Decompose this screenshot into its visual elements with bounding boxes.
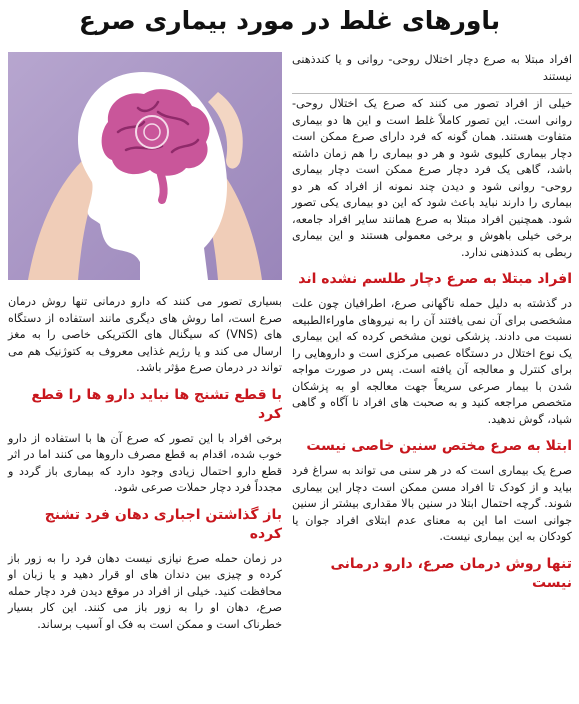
left-column	[8, 294, 282, 633]
article-title: باورهای غلط در مورد بیماری صرع	[78, 6, 501, 35]
brain-illustration-photo	[8, 52, 282, 280]
forced-mouth-open-paragraph: در زمان حمله صرع نیازی نیست دهان فرد را به زور باز کرده و چیزی بین دندان های او قرار دهید و یا زبان او محافظت کنید. خیلی از افراد در موقع دیدن فرد دچار حمله صرع، دهان او را به زور باز می کنند. این کار بسیار خطرناک است و ممکن است به فک او آسیب برساند.	[8, 551, 282, 631]
head-brain-icon	[8, 52, 282, 280]
intro-lead-paragraph: افراد مبتلا به صرع دچار اختلال روحی- روانی و یا کندذهنی نیستند	[292, 53, 572, 83]
right-column	[292, 52, 572, 600]
heading-not-cursed: افراد مبتلا به صرع دچار طلسم نشده اند	[298, 271, 572, 287]
treatment-paragraph: بسیاری تصور می کنند که دارو درمانی تنها روش درمان صرع است، اما روش های دیگری مانند استفاده از دستگاه های (VNS) که سیگنال های الکتریکی خاصی را به مغز ارسال می کند و یا رژیم غذایی معروف به کتوژنیک هم می تواند در درمان صرع مؤثر باشد.	[8, 295, 282, 374]
mental-disorder-paragraph: خیلی از افراد تصور می کنند که صرع یک اختلال روحی- روانی است. این تصور کاملاً غلط است و این ها دو بیماری متفاوت هستند. همان گونه که فرد دارای صرع ممکن است دچار بیماری کلیوی شود و هر دو بیماری را هم زمان داشته باشد، گاهی یک فرد دچار صرع ممکن است دچار بیماری روحی- روانی شود و دیدن چند نمونه از افراد که هر دو بیماری را دارند نباید باعث شود که این دو بیماری یکی تصور شود. همچنین افراد مبتلا به صرع همانند سایر افراد جامعه، برخی خیلی باهوش و برخی معمولی هستند و این بیماری ربطی به کندذهنی ندارد.	[292, 97, 572, 259]
heading-any-age: ابتلا به صرع مختص سنین خاصی نیست	[306, 438, 572, 454]
heading-dont-stop-drugs: با قطع تشنج ها نباید دارو ها را قطع کرد	[31, 386, 282, 422]
heading-forced-mouth-open: باز گذاشتن اجباری دهان فرد تشنج کرده	[44, 506, 282, 542]
divider	[292, 93, 572, 94]
any-age-paragraph: صرع یک بیماری است که در هر سنی می تواند به سراغ فرد بیاید و از کودک تا افراد مسن ممکن است دچار این بیماری شوند. گرچه احتمال ابتلا در سنین بالا مقداری بیشتر از سنین جوانی است اما این به معنای عدم ابتلای افراد جوان یا کودکان به این بیماری نیست.	[292, 464, 572, 543]
heading-not-only-drugs: تنها روش درمان صرع، دارو درمانی نیست	[330, 555, 572, 591]
not-cursed-paragraph: در گذشته به دلیل حمله ناگهانی صرع، اطرافیان چون علت مشخصی برای آن نمی یافتند آن را به نیروهای ماوراءالطبیعه نسبت می دادند. پزشکی نوین مشخص کرده که این بیماری یک نوع اختلال در دستگاه عصبی مرکزی است و داروهایی را برای کنترل و معالجه آن یافته است. پس در صورت مواجه شدن با بیمار صرعی سریعاً جهت معالجه او به پزشکان متخصص مراجعه کنید و به صحبت های افراد نا آگاه و گاهی شیاد، گوش ندهید.	[292, 297, 572, 426]
dont-stop-drugs-paragraph: برخی افراد با این تصور که صرع آن ها با استفاده از دارو خوب شده، اقدام به قطع مصرف داروها می کنند اما در اثر قطع دارو احتمال زیادی وجود دارد که بیماری باز گردد و مجدداً فرد دچار حملات صرعی شود.	[8, 431, 282, 494]
